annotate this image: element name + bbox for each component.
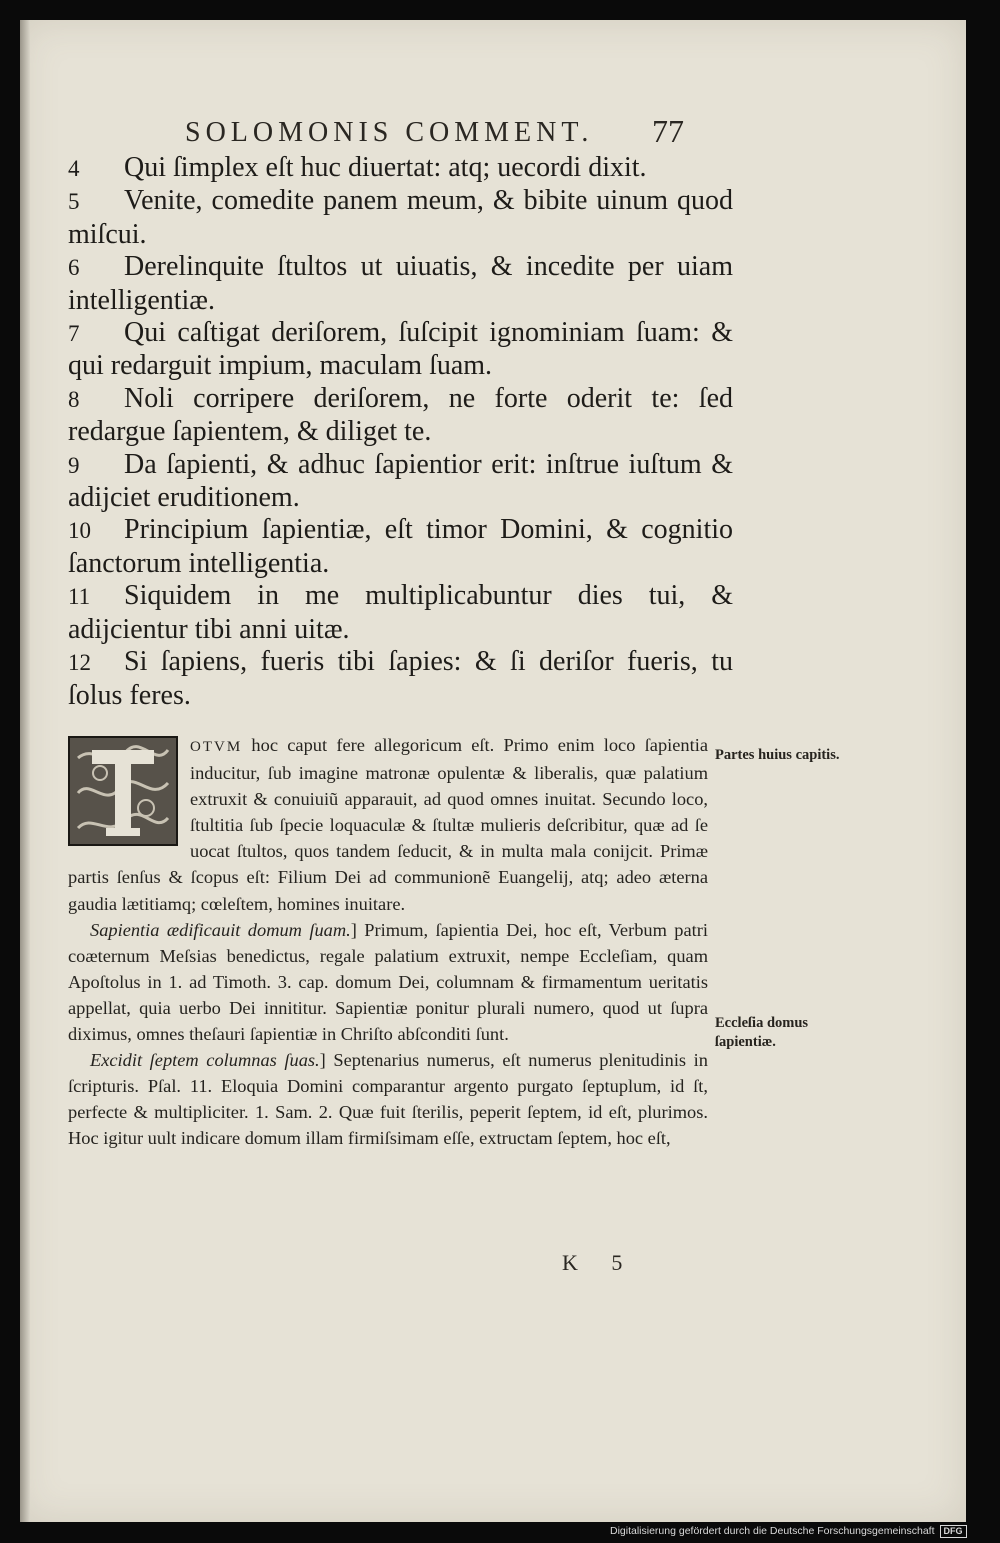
page-header bbox=[20, 113, 966, 157]
verse bbox=[68, 449, 733, 515]
verse bbox=[68, 383, 733, 449]
commentary-paragraph bbox=[68, 732, 708, 917]
commentary-text: hoc caput fere allegoricum eſt. Primo enim loco ſapientia inducitur, ſub imagine matronæ opulentæ & liberalis, quæ palatium extruxit & conuiuiũ apparauit, ad quod omnes inuitat. Secundo loco, ſtultitia ſub ſpecie loquaculæ & ſtultæ mulieris deſcribitur, quæ ad ſe uocat ſtultos, quos tandem ſeducit, & in multa mala conijcit. Primæ partis ſenſus & ſcopus eſt: Filium Dei ad communionẽ Euangelij, atq; adeo æterna gaudia lætitiamq; cœleſtem, homines inuitare. bbox=[68, 735, 708, 914]
verse-text: Da ſapienti, & adhuc ſapientior erit: inſtrue iuſtum & adijciet eruditionem. bbox=[68, 448, 733, 514]
commentary-paragraph bbox=[68, 1047, 708, 1151]
commentary-text: ] Primum, ſapientia Dei, hoc eſt, Verbum patri coæternum Meſsias benedictus, regale palatium extruxit, nempe Eccleſiam, quam Apoſtolus in 1. ad Timoth. 3. cap. domum Dei, columnam & firmamentum ueritatis appellat, quia uerbo Dei innititur. Sapientiæ ponitur plurali numero, quod ut ſupra diximus, omnes theſauri ſapientiæ in Chriſto abſconditi ſunt. bbox=[68, 919, 708, 1045]
verse-text: Qui caſtigat deriſorem, ſuſcipit ignominiam ſuam: & qui redarguit impium, maculam ſuam. bbox=[68, 317, 733, 382]
verse bbox=[68, 251, 733, 317]
verse-number: 6 bbox=[68, 255, 80, 281]
verse-text: Qui ſimplex eſt huc diuertat: atq; uecordi dixit. bbox=[124, 152, 647, 183]
commentary-paragraph bbox=[68, 917, 708, 1047]
verse-number: 7 bbox=[68, 321, 80, 347]
verse-number: 11 bbox=[68, 584, 91, 610]
verse bbox=[68, 646, 733, 712]
signature-mark: K 5 bbox=[562, 1250, 637, 1275]
verse bbox=[68, 514, 733, 580]
verse-text: Principium ſapientiæ, eſt timor Domini, & cognitio ſanctorum intelligentia. bbox=[68, 514, 733, 579]
verse-text: Venite, comedite panem meum, & bibite uinum quod miſcui. bbox=[68, 185, 733, 250]
margin-note-ecclesia: Eccleſia domus ſapientiæ. bbox=[715, 1015, 809, 1050]
verse-text: Derelinquite ſtultos ut uiuatis, & incedite per uiam intelligentiæ. bbox=[68, 251, 733, 316]
verse bbox=[68, 317, 733, 383]
dfg-logo: DFG bbox=[940, 1525, 967, 1538]
margin-note-partes: Partes huius capitis. bbox=[715, 747, 840, 763]
lemma: Sapientia ædificauit domum ſuam. bbox=[90, 919, 351, 940]
page-number: 77 bbox=[652, 113, 684, 149]
verse-list bbox=[68, 152, 733, 712]
commentary-text: ] Septenarius numerus, eſt numerus plenitudinis in ſcripturis. Pſal. 11. Eloquia Domini comparantur argento purgato ſeptuplum, id ſt, perfecte & multipliciter. 1. Sam. 2. Quæ fuit ſterilis, peperit ſeptem, id eſt, plurimos. Hoc igitur uult indicare domum illam firmiſsimam eſſe, extructam ſeptem, hoc eſt, bbox=[68, 1050, 708, 1149]
digitization-credit bbox=[610, 1525, 967, 1538]
lemma: Excidit ſeptem columnas ſuas. bbox=[90, 1050, 320, 1071]
verse-text: Noli corripere deriſorem, ne forte oderit te: ſed redargue ſapientem, & diliget te. bbox=[68, 382, 733, 448]
verse-text: Si ſapiens, fueris tibi ſapies: & ſi deriſor fueris, tu ſolus feres. bbox=[68, 646, 733, 711]
opening-caps: OTVM bbox=[190, 739, 243, 755]
verse-number: 9 bbox=[68, 452, 80, 478]
credit-text: Digitalisierung gefördert durch die Deutsche Forschungsgemeinschaft bbox=[610, 1525, 935, 1537]
verse bbox=[68, 185, 733, 251]
commentary bbox=[68, 732, 708, 1152]
ornament-icon bbox=[70, 738, 176, 844]
verse-number: 5 bbox=[68, 189, 80, 215]
running-title: SOLOMONIS COMMENT. bbox=[185, 117, 594, 148]
book-page bbox=[20, 20, 966, 1522]
page-gutter-shadow bbox=[20, 20, 30, 1522]
verse-number: 12 bbox=[68, 650, 91, 676]
decorated-initial bbox=[68, 736, 178, 846]
verse-number: 4 bbox=[68, 156, 80, 181]
verse-number: 8 bbox=[68, 386, 80, 412]
verse-number: 10 bbox=[68, 518, 91, 544]
verse-text: Siquidem in me multiplicabuntur dies tui, & adijcientur tibi anni uitæ. bbox=[68, 580, 733, 645]
verse bbox=[68, 580, 733, 646]
verse bbox=[68, 152, 733, 185]
